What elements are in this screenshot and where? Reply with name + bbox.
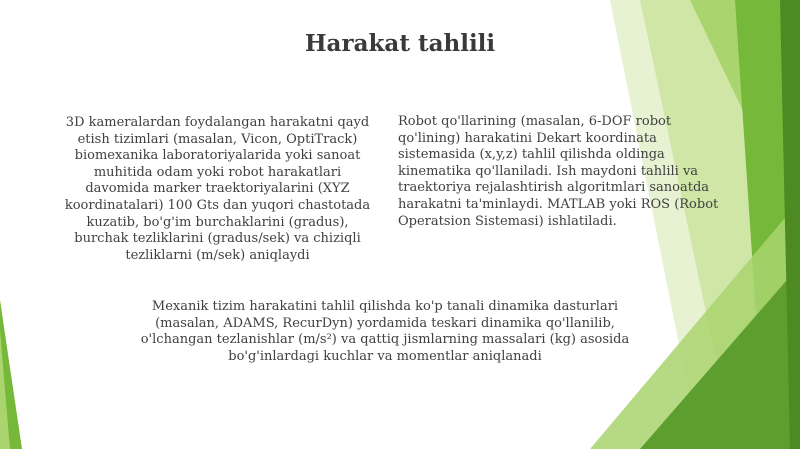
bottom-text-block: Mexanik tizim harakatini tahlil qilishda ko'p tanali dinamika dasturlari (masalan, ADAMS, RecurDyn) yordamida teskari dinamika qo'llanilib, o'lchangan tezlanishlar (m/s²) va qattiq jismlarning massalari (kg) asosida bo'g'inlardagi kuchlar va momentlar aniqlanadi [140, 299, 630, 364]
slide-title: Harakat tahlili [304, 30, 496, 57]
right-text-block: Robot qo'llarining (masalan, 6-DOF robot qo'lining) harakatini Dekart koordinata sistemasida (x,y,z) tahlil qilishda oldinga kinematika qo'llaniladi. Ish maydoni tahlili va traektoriya rejalashtirish algoritmlari sanoatda harakatni ta'minlaydi. MATLAB yoki ROS (Robot Operatsion Sistemasi) ishlatiladi. [398, 114, 719, 229]
left-text-block: 3D kameralardan foydalangan harakatni qayd etish tizimlari (masalan, Vicon, OptiTrack) biomexanika laboratoriyalarida yoki sanoat muhitida odam yoki robot harakatlari davomida marker traektoriyalarini (XYZ koordinatalari) 100 Gts dan yuqori chastotada kuzatib, bo'g'im burchaklarini (gradus), burchak tezliklarini (gradus/sek) va chiziqli tezliklarni (m/sek) aniqlaydi [64, 115, 371, 263]
